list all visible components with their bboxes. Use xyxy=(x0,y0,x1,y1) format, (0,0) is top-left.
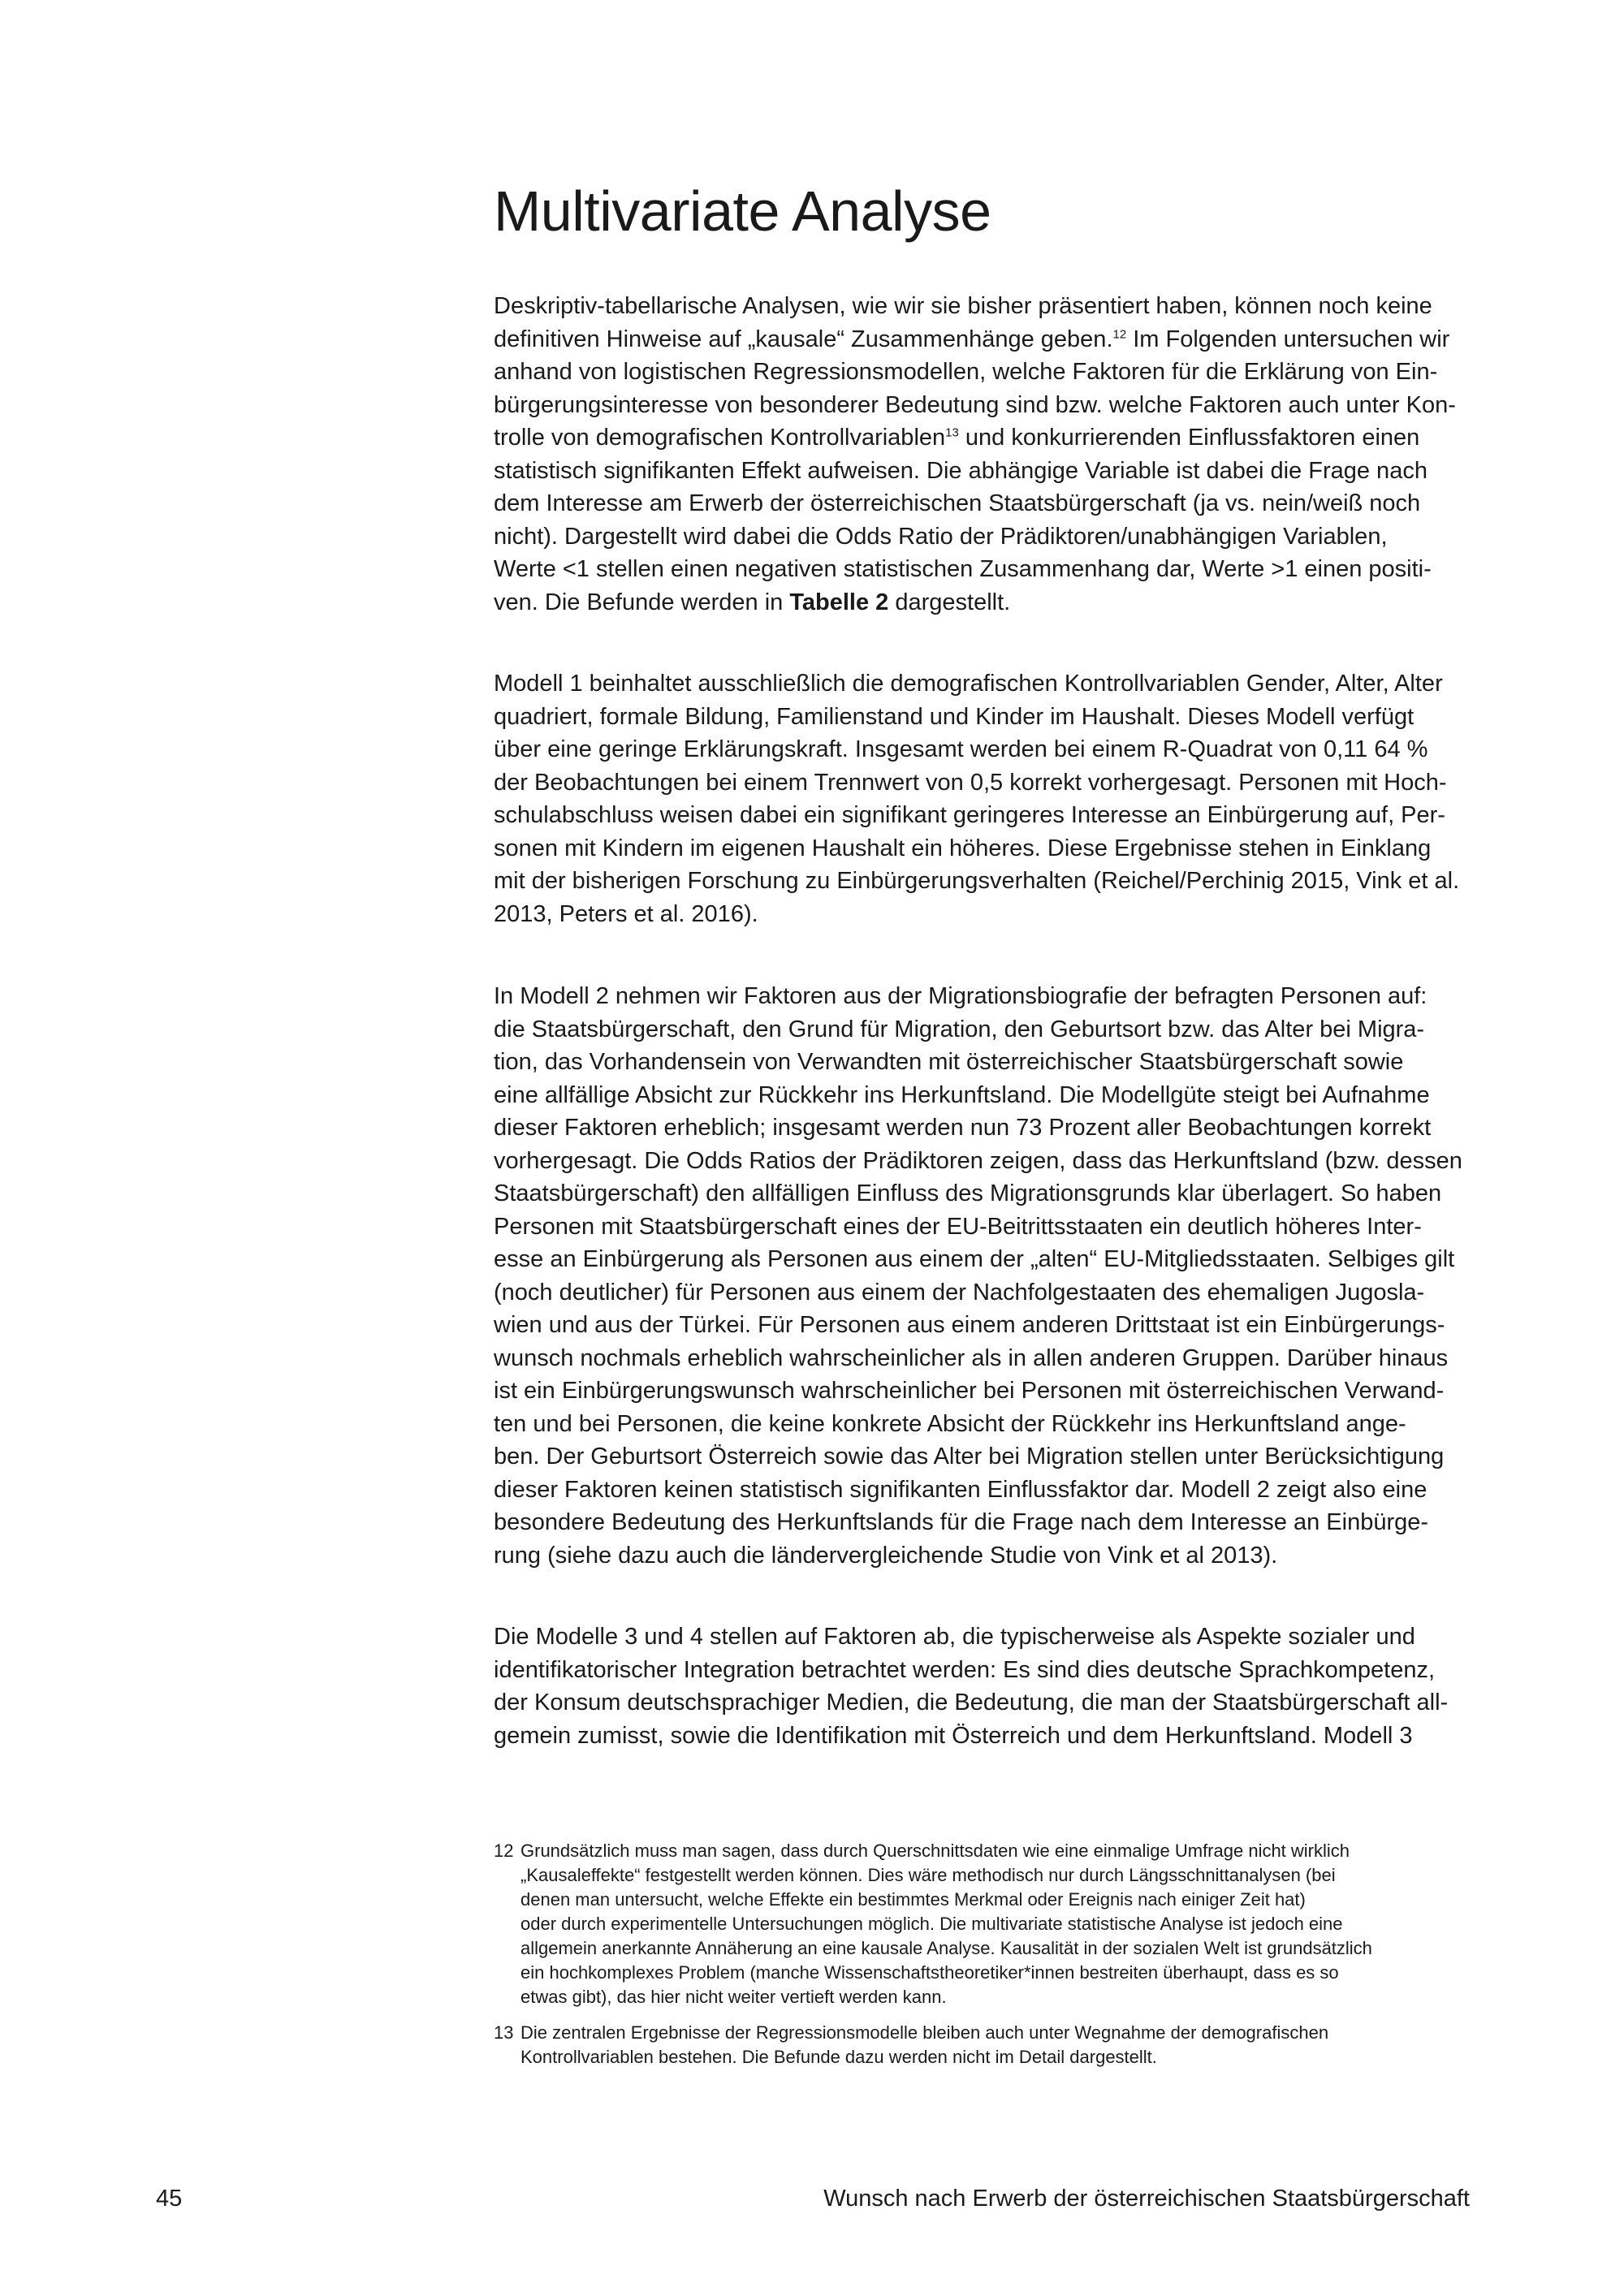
text-line: esse an Einbürgerung als Personen aus einem der „alten“ EU-Mitgliedsstaaten. Selbiges gilt xyxy=(494,1246,1455,1272)
footnote-number: 13 xyxy=(494,2022,514,2043)
footnote-13 xyxy=(494,2021,1468,2069)
footnote-line: allgemein anerkannte Annäherung an eine kausale Analyse. Kausalität in der sozialen Welt ist grundsätzlich xyxy=(520,1938,1372,1958)
footnote-line: Kontrollvariablen bestehen. Die Befunde dazu werden nicht im Detail dargestellt. xyxy=(520,2047,1157,2067)
text-line: besondere Bedeutung des Herkunftslands für die Frage nach dem Interesse an Einbürge- xyxy=(494,1509,1429,1535)
text-line: vorhergesagt. Die Odds Ratios der Prädiktoren zeigen, dass das Herkunftsland (bzw. dessen xyxy=(494,1147,1462,1174)
text-line: der Konsum deutschsprachiger Medien, die Bedeutung, die man der Staatsbürgerschaft all- xyxy=(494,1690,1449,1716)
page-title: Multivariate Analyse xyxy=(494,179,991,243)
text-line: gemein zumisst, sowie die Identifikation mit Österreich und dem Herkunftsland. Modell 3 xyxy=(494,1722,1413,1749)
footnote-line: „Kausaleffekte“ festgestellt werden können. Dies wäre methodisch nur durch Längsschnittanalysen (bei xyxy=(520,1865,1336,1885)
text-line: quadriert, formale Bildung, Familienstand und Kinder im Haushalt. Dieses Modell verfügt xyxy=(494,703,1415,730)
footnotes xyxy=(494,1839,1468,2081)
footnote-line: ein hochkomplexes Problem (manche Wissenschaftstheoretiker*innen bestreiten überhaupt, dass es so xyxy=(520,1962,1339,1983)
footnote-text xyxy=(520,1839,1372,2009)
text-line: sonen mit Kindern im eigenen Haushalt ein höheres. Diese Ergebnisse stehen in Einklang xyxy=(494,835,1432,861)
footnote-line: Grundsätzlich muss man sagen, dass durch Querschnittsdaten wie eine einmalige Umfrage nicht wirklich xyxy=(520,1841,1350,1861)
text-line: wunsch nochmals erheblich wahrscheinlicher als in allen anderen Gruppen. Darüber hinaus xyxy=(494,1344,1449,1371)
footnote-ref-13[interactable]: 13 xyxy=(945,425,959,440)
text-line: anhand von logistischen Regressionsmodellen, welche Faktoren für die Erklärung von Ein- xyxy=(494,359,1438,385)
text-line: identifikatorischer Integration betrachtet werden: Es sind dies deutsche Sprachkompetenz, xyxy=(494,1656,1436,1683)
footnote-line: oder durch experimentelle Untersuchungen möglich. Die multivariate statistische Analyse ist jedoch eine xyxy=(520,1914,1343,1934)
text-line: rung (siehe dazu auch die ländervergleichende Studie von Vink et al 2013). xyxy=(494,1542,1278,1569)
text-line: ben. Der Geburtsort Österreich sowie das Alter bei Migration stellen unter Berücksichtigung xyxy=(494,1444,1445,1470)
text-line: In Modell 2 nehmen wir Faktoren aus der Migrationsbiografie der befragten Personen auf: xyxy=(494,983,1427,1009)
text-line: Die Modelle 3 und 4 stellen auf Faktoren ab, die typischerweise als Aspekte sozialer und xyxy=(494,1624,1415,1650)
text-line: dem Interesse am Erwerb der österreichischen Staatsbürgerschaft (ja vs. nein/weiß noch xyxy=(494,490,1421,516)
footnote-number: 12 xyxy=(494,1841,514,1861)
running-title: Wunsch nach Erwerb der österreichischen Staatsbürgerschaft xyxy=(823,2186,1470,2212)
text-line: dieser Faktoren keinen statistisch signifikanten Einflussfaktor dar. Modell 2 zeigt also eine xyxy=(494,1476,1427,1503)
table-reference: Tabelle 2 xyxy=(789,589,889,615)
text-line: der Beobachtungen bei einem Trennwert von 0,5 korrekt vorhergesagt. Personen mit Hoch- xyxy=(494,769,1447,796)
text-line: die Staatsbürgerschaft, den Grund für Migration, den Geburtsort bzw. das Alter bei Migra- xyxy=(494,1016,1425,1042)
paragraph-model-2 xyxy=(494,980,1476,1572)
text-line: wien und aus der Türkei. Für Personen aus einem anderen Drittstaat ist ein Einbürgerungs- xyxy=(494,1312,1445,1338)
text-line: über eine geringe Erklärungskraft. Insgesamt werden bei einem R-Quadrat von 0,11 64 % xyxy=(494,736,1428,762)
text-line: dieser Faktoren erheblich; insgesamt werden nun 73 Prozent aller Beobachtungen korrekt xyxy=(494,1115,1432,1141)
text-line: Deskriptiv-tabellarische Analysen, wie wir sie bisher präsentiert haben, können noch keine xyxy=(494,293,1432,319)
text-line: (noch deutlicher) für Personen aus einem der Nachfolgestaaten des ehemaligen Jugosla- xyxy=(494,1279,1425,1306)
paragraph-models-3-4 xyxy=(494,1621,1476,1752)
text-line: trolle von demografischen Kontrollvariablen$^{13}$ und konkurrierenden Einflussfaktoren einen xyxy=(494,425,1420,451)
footnote-line: Die zentralen Ergebnisse der Regressionsmodelle bleiben auch unter Wegnahme der demografischen xyxy=(520,2022,1329,2043)
text-line: eine allfällige Absicht zur Rückkehr ins Herkunftsland. Die Modellgüte steigt bei Aufnahme xyxy=(494,1081,1430,1108)
text-line: Personen mit Staatsbürgerschaft eines der EU-Beitrittsstaaten ein deutlich höheres Inter- xyxy=(494,1213,1422,1240)
footnote-text xyxy=(520,2021,1328,2069)
paragraph-model-1 xyxy=(494,667,1476,930)
text-line: tion, das Vorhandensein von Verwandten mit österreichischer Staatsbürgerschaft sowie xyxy=(494,1049,1404,1075)
page-number: 45 xyxy=(156,2186,183,2212)
text-line: 2013, Peters et al. 2016). xyxy=(494,900,758,927)
text-line: nicht). Dargestellt wird dabei die Odds Ratio der Prädiktoren/unabhängigen Variablen, xyxy=(494,523,1388,550)
text-line: ist ein Einbürgerungswunsch wahrscheinlicher bei Personen mit österreichischen Verwand- xyxy=(494,1378,1445,1404)
text-line: statistisch signifikanten Effekt aufweisen. Die abhängige Variable ist dabei die Frage nach xyxy=(494,457,1427,484)
text-line: definitiven Hinweise auf „kausale“ Zusammenhänge geben.$^{12}$ Im Folgenden untersuchen wir xyxy=(494,326,1450,352)
footnote-ref-12[interactable]: 12 xyxy=(1112,326,1127,341)
text-line: Modell 1 beinhaltet ausschließlich die demografischen Kontrollvariablen Gender, Alter, Alter xyxy=(494,671,1443,697)
text-line: schulabschluss weisen dabei ein signifikant geringeres Interesse an Einbürgerung auf, Per- xyxy=(494,802,1445,828)
text-line: ven. Die Befunde werden in Tabelle 2 dargestellt. xyxy=(494,589,1011,615)
footnote-12 xyxy=(494,1839,1468,2009)
text-line: Werte <1 stellen einen negativen statistischen Zusammenhang dar, Werte >1 einen positi- xyxy=(494,556,1432,582)
footnote-line: denen man untersucht, welche Effekte ein bestimmtes Merkmal oder Ereignis nach einiger Zeit hat) xyxy=(520,1889,1306,1910)
text-line: ten und bei Personen, die keine konkrete Absicht der Rückkehr ins Herkunftsland ange- xyxy=(494,1410,1406,1437)
text-line: bürgerungsinteresse von besonderer Bedeutung sind bzw. welche Faktoren auch unter Kon- xyxy=(494,391,1456,418)
text-line: Staatsbürgerschaft) den allfälligen Einfluss des Migrationsgrunds klar überlagert. So haben xyxy=(494,1180,1442,1206)
text-line: mit der bisherigen Forschung zu Einbürgerungsverhalten (Reichel/Perchinig 2015, Vink et al. xyxy=(494,868,1460,894)
footnote-line: etwas gibt), das hier nicht weiter vertieft werden kann. xyxy=(520,1987,947,2007)
paragraph-intro xyxy=(494,290,1476,619)
